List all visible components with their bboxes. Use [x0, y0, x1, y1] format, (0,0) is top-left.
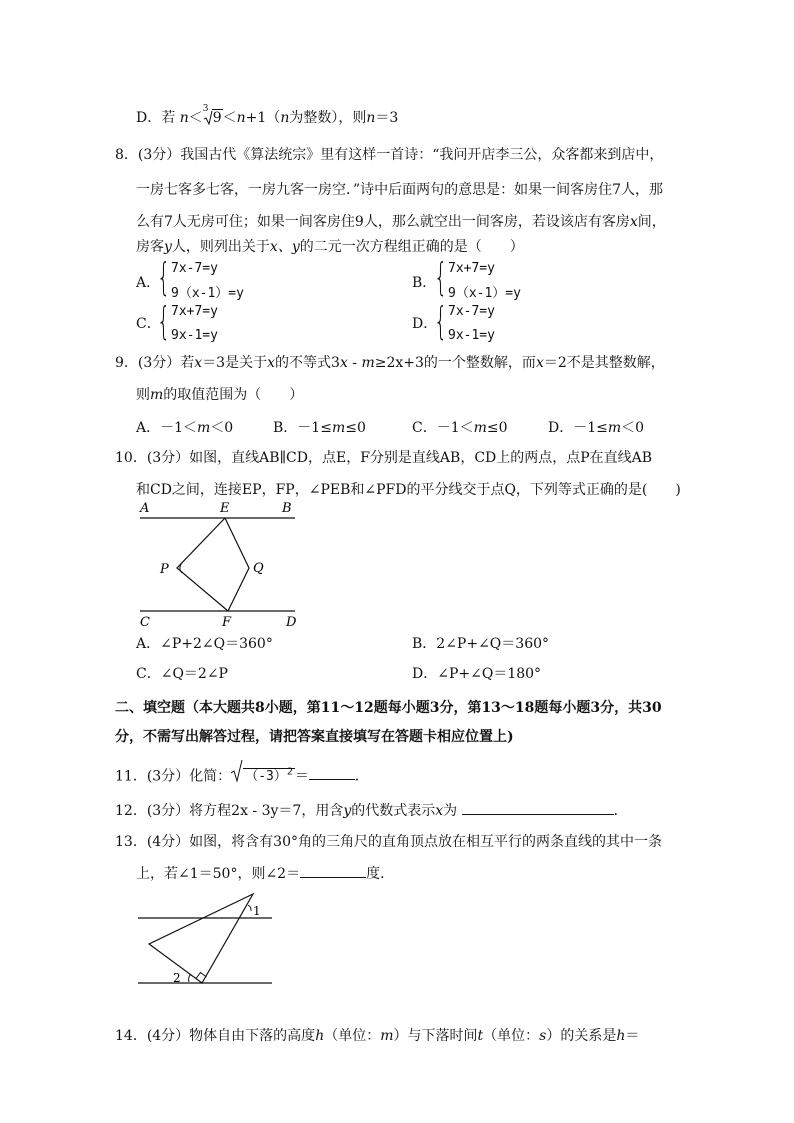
q9-line2 — [136, 385, 303, 405]
text: 度． — [366, 866, 395, 882]
q9-line1 — [115, 353, 665, 373]
var-x: x — [629, 214, 638, 230]
line-epf — [177, 518, 228, 611]
text: 为 — [443, 803, 458, 819]
label-q: Q — [253, 561, 264, 576]
var-m: m — [473, 420, 487, 436]
q9-option-c[interactable] — [412, 418, 508, 438]
text: ＝2不是其整数解， — [543, 355, 665, 371]
text: ≤0 — [486, 420, 508, 436]
text: ＝ — [294, 768, 309, 785]
text: ＝ — [625, 1028, 640, 1044]
text: 的代数式表示 — [351, 803, 436, 819]
q8-line1: 8．(3分）我国古代《算法统宗》里有这样一首诗：“我问开店李三公，众客都来到店中， — [115, 147, 664, 163]
text: ＝3 — [375, 110, 399, 126]
var-n: n — [236, 110, 246, 126]
q10-option-c[interactable]: C．∠Q＝2∠P — [136, 666, 228, 682]
root-index: 3 — [202, 104, 209, 114]
text: 么有7人无房可住；如果一间客房住9人，那么就空出一间客房，若设该店有客房 — [136, 214, 630, 230]
text: ． — [354, 768, 369, 785]
q10-line2: 和CD之间，连接EP，FP，∠PEB和∠PFD的平分线交于点Q，下列等式正确的是( ) — [136, 482, 681, 498]
radicand-base: （-3） — [245, 769, 287, 785]
text: 14．(4分）物体自由下落的高度 — [115, 1028, 316, 1044]
label-d: D — [286, 615, 297, 630]
q13-figure — [135, 888, 277, 988]
q10-option-a[interactable]: A．∠P+2∠Q＝360° — [136, 636, 273, 652]
equation-2: 9x-1=y — [448, 328, 495, 343]
var-x: x — [194, 355, 203, 371]
vars-xy: x、y — [269, 239, 300, 255]
text: 上，若∠1＝50°，则∠2＝ — [136, 866, 301, 882]
q8-line3 — [136, 212, 666, 232]
text: 间， — [637, 214, 666, 230]
answer-blank-12[interactable] — [462, 800, 614, 815]
text: 则 — [136, 387, 150, 403]
q14-line1 — [115, 1026, 639, 1046]
brace-icon: { — [157, 255, 171, 299]
unit-s: s — [539, 1028, 547, 1044]
q13-line1: 13．(4分）如图，将含有30°角的三角尺的直角顶点放在相互平行的两条直线的其中一条 — [115, 834, 662, 850]
text: 房客 — [136, 239, 164, 255]
text: ）与下落时间 — [393, 1028, 478, 1044]
equation-1: 7x-7=y — [171, 261, 218, 276]
label-e: E — [220, 501, 230, 516]
option-label: C． — [136, 316, 161, 332]
q13-line2 — [136, 863, 394, 884]
label-f: F — [222, 615, 232, 630]
text: ＝3是关于 — [202, 355, 268, 371]
q10-option-d[interactable]: D．∠P+∠Q＝180° — [412, 666, 542, 682]
text: 的二元一次方程组正确的是（ ） — [299, 239, 524, 255]
label-c: C — [140, 615, 150, 630]
label-b: B — [282, 501, 292, 516]
cube-root — [202, 104, 223, 128]
text: （单位： — [324, 1028, 381, 1044]
option-label: B．－1≤ — [273, 420, 332, 436]
q10-line1: 10．(3分）如图，直线AB∥CD，点E，F分别是直线AB，CD上的两点，点P在直线AB — [115, 450, 653, 466]
var-y: y — [343, 803, 352, 819]
label-angle-2: 2 — [173, 971, 181, 985]
section2-line1: 二、填空题（本大题共8小题，第11～12题每小题3分，第13～18题每小题3分，共30 — [115, 700, 662, 716]
label-angle-1: 1 — [253, 904, 261, 918]
label-a: A — [140, 501, 150, 516]
answer-blank-13[interactable] — [300, 863, 366, 878]
text: ≤0 — [345, 420, 366, 436]
radicand — [243, 768, 295, 784]
text: +1（ — [245, 110, 281, 126]
text: 为整数），则 — [289, 110, 367, 126]
text: 11．(3分）化简： — [115, 768, 232, 785]
text: 人，则列出关于 — [171, 239, 270, 255]
option-label: A． — [136, 275, 161, 291]
option-label: D． — [412, 316, 438, 332]
var-n: n — [179, 110, 189, 126]
equation-1: 7x+7=y — [171, 304, 218, 319]
text: - — [347, 355, 362, 371]
equation-2: 9（x-1）=y — [448, 286, 521, 301]
q10-figure — [135, 498, 305, 630]
angle-1-arc — [248, 905, 251, 911]
var-n: n — [280, 110, 290, 126]
brace-icon: { — [157, 299, 171, 343]
text: ）的关系是 — [546, 1028, 617, 1044]
equation-1: 7x+7=y — [448, 261, 495, 276]
equation-2: 9x-1=y — [171, 328, 218, 343]
var-y: y — [164, 239, 172, 255]
text: 的取值范围为（ ） — [163, 387, 304, 403]
option-label: C．－1＜ — [412, 420, 474, 436]
line-eqf — [225, 518, 249, 611]
lt-sign: ＜ — [188, 110, 203, 126]
var-n: n — [366, 110, 376, 126]
q9-option-b[interactable] — [273, 418, 366, 438]
text: 的不等式3 — [275, 355, 340, 371]
text: ≥2x+3的一个整数解，而 — [374, 355, 536, 371]
text: ＜0 — [210, 420, 234, 436]
triangle-ruler — [149, 894, 253, 983]
lt-sign: ＜ — [222, 110, 237, 126]
q10-option-b[interactable]: B．2∠P+∠Q＝360° — [412, 636, 550, 652]
text: ． — [613, 803, 628, 819]
unit-m: m — [380, 1028, 394, 1044]
radicand: 9 — [212, 110, 222, 126]
equation-2: 9（x-1）=y — [171, 286, 244, 301]
brace-icon: { — [434, 299, 448, 343]
q9-option-d[interactable] — [548, 418, 644, 438]
section2-line2: 分，不需写出解答过程，请把答案直接填写在答题卡相应位置上) — [115, 729, 514, 745]
option-label: A．－1＜ — [136, 420, 198, 436]
q11 — [115, 763, 369, 787]
var-h: h — [616, 1028, 626, 1044]
q12 — [115, 800, 628, 821]
equation-1: 7x-7=y — [448, 304, 495, 319]
var-x: x — [267, 355, 276, 371]
text: （单位： — [483, 1028, 540, 1044]
var-x: x — [339, 355, 348, 371]
option-label: D．－1≤ — [548, 420, 608, 436]
label-p: P — [160, 562, 169, 577]
option-7d — [136, 104, 399, 128]
var-m: m — [331, 420, 346, 436]
radical-icon — [231, 759, 243, 783]
brace-icon: { — [434, 255, 448, 299]
var-m: m — [361, 355, 375, 371]
q8-line4 — [136, 237, 524, 257]
var-m: m — [197, 420, 211, 436]
text: ＜0 — [621, 420, 645, 436]
radical-icon — [204, 111, 213, 125]
var-t: t — [477, 1028, 484, 1044]
square-root — [231, 763, 295, 787]
var-x: x — [535, 355, 544, 371]
q8-line2: 一房七客多七客，一房九客一房空．”诗中后面两句的意思是：如果一间客房住7人，那 — [136, 182, 664, 198]
q9-option-a[interactable] — [136, 418, 233, 438]
answer-blank-11[interactable] — [309, 765, 355, 780]
var-m: m — [607, 420, 622, 436]
text: 12．(3分）将方程2x - 3y＝7，用含 — [115, 803, 344, 819]
var-h: h — [315, 1028, 325, 1044]
exponent: 2 — [286, 767, 293, 778]
var-m: m — [150, 387, 164, 403]
option-label: B． — [412, 275, 437, 291]
var-x: x — [435, 803, 444, 819]
text: 9．(3分）若 — [115, 355, 195, 371]
option-7d-label: D．若 — [136, 110, 180, 126]
